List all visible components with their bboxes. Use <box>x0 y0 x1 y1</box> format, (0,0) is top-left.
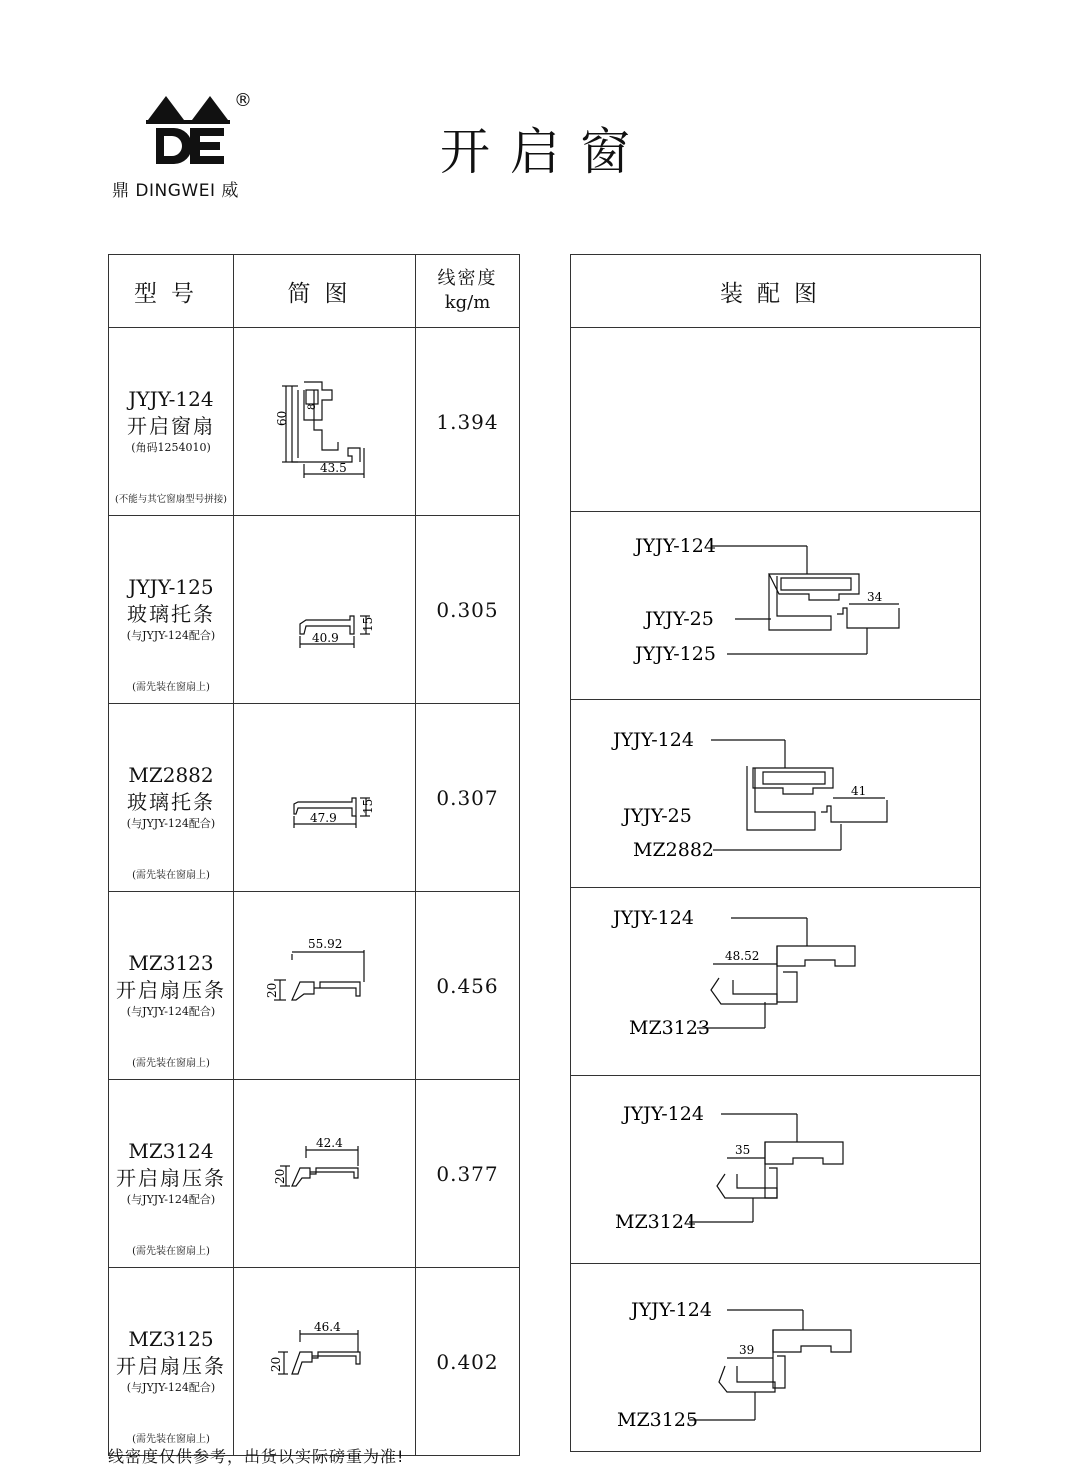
assembly-drawing-mz3123 <box>571 888 980 1071</box>
density-value: 0.307 <box>416 704 520 892</box>
dim-height: 20 <box>269 1356 283 1372</box>
model-note: (与JYJY-124配合) <box>126 1005 216 1018</box>
model-cell <box>109 704 234 892</box>
profile-sketch-jyjy124 <box>234 328 415 511</box>
model-note: (与JYJY-124配合) <box>126 1193 216 1206</box>
footer-note: 线密度仅供参考，出货以实际磅重为准! <box>108 1447 405 1466</box>
profile-sketch-mz2882 <box>234 704 415 887</box>
header-sketch: 简图 <box>234 255 416 328</box>
header-density <box>416 255 520 328</box>
asm-label: JYJY-25 <box>645 608 714 630</box>
model-code: JYJY-124 <box>128 387 214 411</box>
asm-label: MZ3125 <box>617 1409 699 1431</box>
density-value: 1.394 <box>416 328 520 516</box>
sketch-cell <box>234 892 416 1080</box>
assembly-table <box>570 254 981 1452</box>
assembly-drawing-mz3124 <box>571 1076 980 1259</box>
sketch-cell <box>234 328 416 516</box>
dim-height: 15 <box>361 798 375 814</box>
asm-dim: 34 <box>867 590 883 604</box>
assembly-cell <box>571 1264 981 1452</box>
assembly-drawing-jyjy125 <box>571 512 980 695</box>
assembly-cell <box>571 888 981 1076</box>
dim-width: 55.92 <box>308 937 343 951</box>
asm-dim: 35 <box>735 1143 751 1157</box>
asm-label: JYJY-124 <box>623 1103 704 1125</box>
asm-label: MZ3123 <box>629 1017 711 1039</box>
profile-sketch-mz3125 <box>234 1268 415 1451</box>
model-code: MZ3125 <box>128 1327 214 1351</box>
asm-label: JYJY-124 <box>635 535 716 557</box>
density-value: 0.402 <box>416 1268 520 1456</box>
dim-width: 46.4 <box>314 1320 341 1334</box>
dim-height: 20 <box>273 1168 287 1184</box>
page-title: 开启窗 <box>440 123 650 181</box>
model-name: 开启扇压条 <box>116 1354 226 1378</box>
model-cell <box>109 1080 234 1268</box>
model-code: MZ2882 <box>128 763 214 787</box>
header-density-label: 线密度 <box>437 268 498 289</box>
asm-label: JYJY-124 <box>613 907 694 929</box>
model-cell <box>109 328 234 516</box>
model-name: 玻璃托条 <box>127 790 215 814</box>
sketch-cell <box>234 704 416 892</box>
density-value: 0.456 <box>416 892 520 1080</box>
assembly-drawing-mz2882 <box>571 700 980 883</box>
model-foot: (需先装在窗扇上) <box>132 870 210 881</box>
model-note: (与JYJY-124配合) <box>126 629 216 642</box>
model-foot: (不能与其它窗扇型号拼接) <box>115 494 227 505</box>
model-name: 开启扇压条 <box>116 978 226 1002</box>
asm-dim: 39 <box>739 1343 755 1357</box>
density-value: 0.377 <box>416 1080 520 1268</box>
header-assembly: 装配图 <box>571 255 981 328</box>
logo-caption: 鼎 DINGWEI 威 <box>112 181 239 201</box>
model-code: JYJY-125 <box>128 575 214 599</box>
profile-sketch-mz3124 <box>234 1080 415 1263</box>
dim-width: 47.9 <box>310 811 337 825</box>
assembly-cell <box>571 512 981 700</box>
dim-height: 60 <box>275 410 289 426</box>
sketch-cell <box>234 1268 416 1456</box>
model-note: (角码1254010) <box>131 441 211 454</box>
profile-sketch-mz3123 <box>234 892 415 1075</box>
model-code: MZ3123 <box>128 951 214 975</box>
model-foot: (需先装在窗扇上) <box>132 1058 210 1069</box>
model-cell <box>109 1268 234 1456</box>
sketch-cell <box>234 1080 416 1268</box>
model-foot: (需先装在窗扇上) <box>132 1434 210 1445</box>
asm-label: MZ2882 <box>633 839 715 861</box>
model-foot: (需先装在窗扇上) <box>132 1246 210 1257</box>
model-note: (与JYJY-124配合) <box>126 817 216 830</box>
density-value: 0.305 <box>416 516 520 704</box>
dim-width: 42.4 <box>316 1136 343 1150</box>
assembly-cell <box>571 700 981 888</box>
model-code: MZ3124 <box>128 1139 214 1163</box>
registered-mark: ® <box>234 90 252 111</box>
assembly-cell-empty <box>571 328 981 512</box>
asm-dim: 48.52 <box>725 949 760 963</box>
model-name: 玻璃托条 <box>127 602 215 626</box>
dim-width: 43.5 <box>320 461 347 475</box>
header-density-unit: kg/m <box>444 292 491 313</box>
model-cell <box>109 516 234 704</box>
dim-height: 15 <box>361 616 375 632</box>
asm-label: JYJY-124 <box>613 729 694 751</box>
model-name: 开启扇压条 <box>116 1166 226 1190</box>
assembly-drawing-mz3125 <box>571 1264 980 1447</box>
spec-table <box>108 254 520 1456</box>
model-name: 开启窗扇 <box>127 414 215 438</box>
asm-dim: 41 <box>851 784 867 798</box>
model-cell <box>109 892 234 1080</box>
asm-label: JYJY-125 <box>635 643 716 665</box>
dim-width: 40.9 <box>312 631 339 645</box>
dim-height: 20 <box>265 982 279 998</box>
dim-slot: 8 <box>307 403 318 410</box>
asm-label: MZ3124 <box>615 1211 697 1233</box>
profile-sketch-jyjy125 <box>234 516 415 699</box>
assembly-cell <box>571 1076 981 1264</box>
model-note: (与JYJY-124配合) <box>126 1381 216 1394</box>
header-model: 型号 <box>109 255 234 328</box>
model-foot: (需先装在窗扇上) <box>132 682 210 693</box>
asm-label: JYJY-25 <box>623 805 692 827</box>
asm-label: JYJY-124 <box>631 1299 712 1321</box>
sketch-cell <box>234 516 416 704</box>
